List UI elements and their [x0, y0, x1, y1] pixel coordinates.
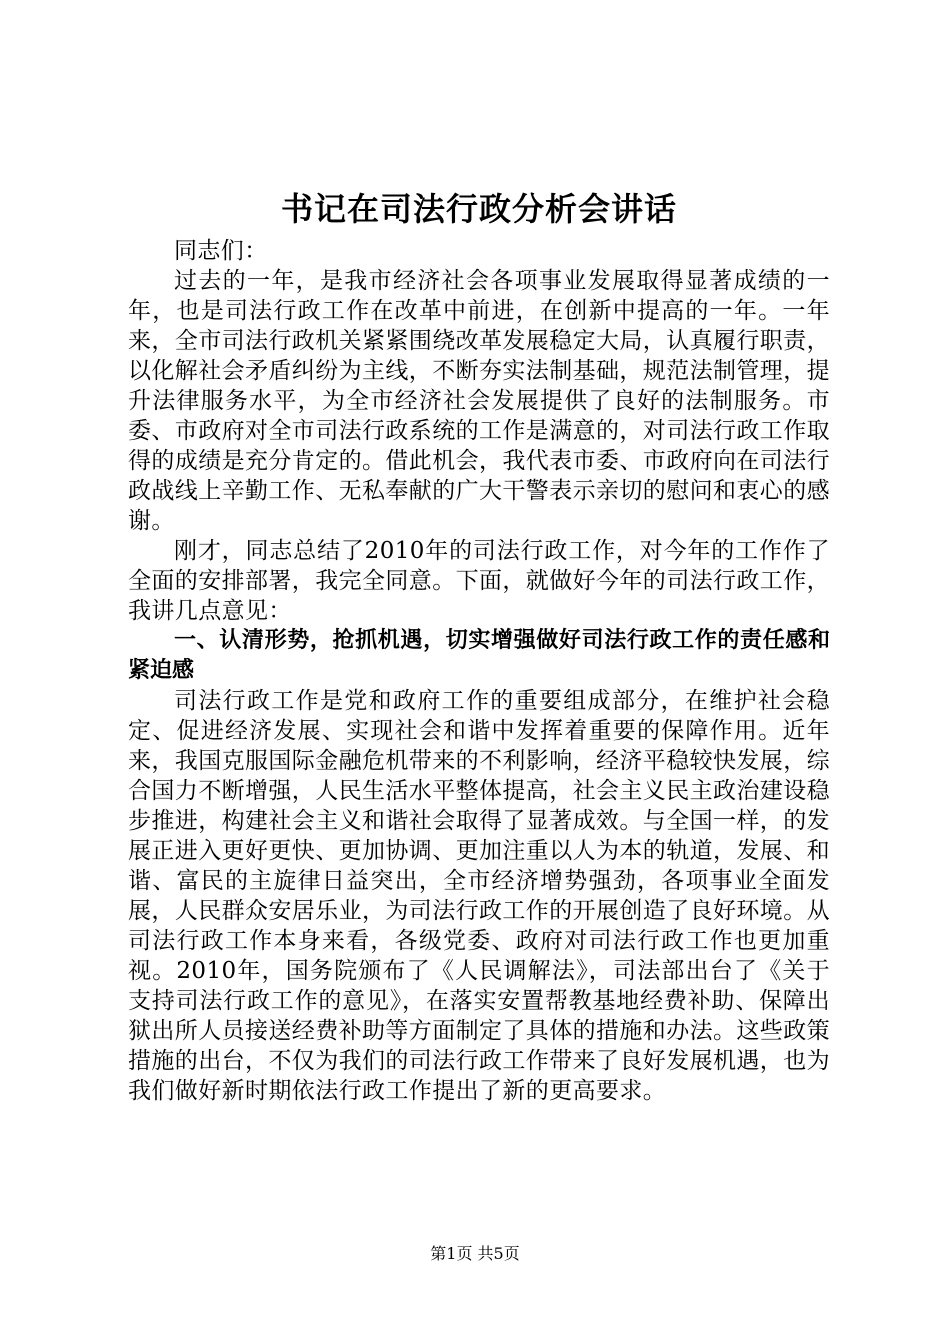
paragraph-intro: 过去的一年，是我市经济社会各项事业发展取得显著成绩的一年，也是司法行政工作在改革中前进，在创新中提高的一年。一年来，全市司法行政机关紧紧围绕改革发展稳定大局，认真履行职责，以化解社会矛盾纠纷为主线，不断夯实法制基础，规范法制管理，提升法律服务水平，为全市经济社会发展提供了良好的法制服务。市委、市政府对全市司法行政系统的工作是满意的，对司法行政工作取得的成绩是充分肯定的。借此机会，我代表市委、市政府向在司法行政战线上辛勤工作、无私奉献的广大干警表示亲切的慰问和衷心的感谢。	[128, 268, 830, 534]
document-title: 书记在司法行政分析会讲话	[280, 190, 677, 228]
paragraph-summary: 刚才，同志总结了2010年的司法行政工作，对今年的工作作了全面的安排部署，我完全同意。下面，就做好今年的司法行政工作，我讲几点意见：	[128, 538, 830, 624]
section-paragraph: 司法行政工作是党和政府工作的重要组成部分，在维护社会稳定、促进经济发展、实现社会和谐中发挥着重要的保障作用。近年来，我国克服国际金融危机带来的不利影响，经济平稳较快发展，综合国力不断增强，人民生活水平整体提高，社会主义民主政治建设稳步推进，构建社会主义和谐社会取得了显著成效。与全国一样，的发展正进入更好更快、更加协调、更加注重以人为本的轨道，发展、和谐、富民的主旋律日益突出，全市经济增势强劲，各项事业全面发展，人民群众安居乐业，为司法行政工作的开展创造了良好环境。从司法行政工作本身来看，各级党委、政府对司法行政工作也更加重视。2010年，国务院颁布了《人民调解法》，司法部出台了《关于支持司法行政工作的意见》，在落实安置帮教基地经费补助、保障出狱出所人员接送经费补助等方面制定了具体的措施和办法。这些政策措施的出台，不仅为我们的司法行政工作带来了良好发展机遇，也为我们做好新时期依法行政工作提出了新的更高要求。	[128, 688, 830, 1104]
salutation: 同志们：	[174, 238, 268, 264]
document-body	[128, 188, 830, 1106]
page-footer: 第1页 共5页	[430, 1244, 520, 1263]
section-heading: 一、认清形势，抢抓机遇，切实增强做好司法行政工作的责任感和紧迫感	[128, 628, 830, 683]
